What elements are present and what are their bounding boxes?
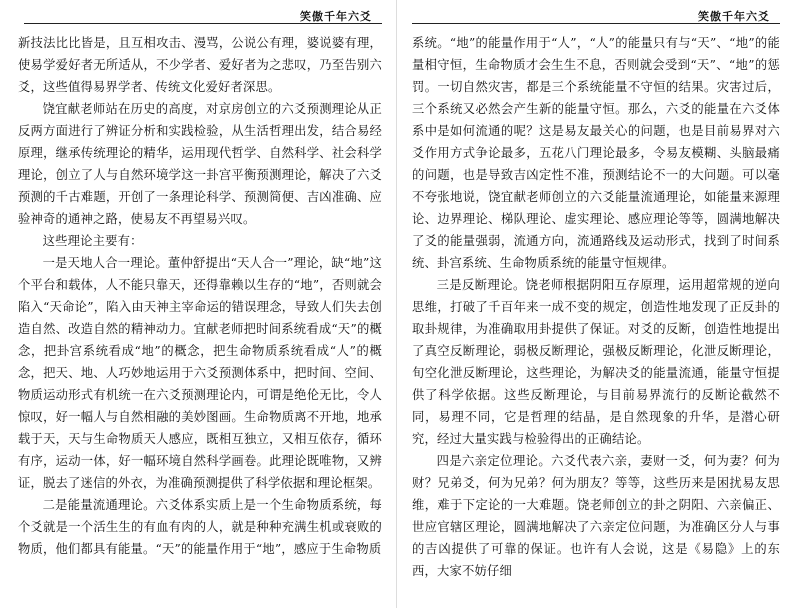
paragraph: 三是反断理论。饶老师根据阴阳互存原理，运用超常规的逆向思维，打破了千百年来一成不变的规定，创造性地发现了正反卦的取卦规律，为准确取用卦提供了保证。对爻的反断，创造性地提出了真空反断理论，弱极反断理论，强极反断理论，化泄反断理论，旬空化泄反断理论，这些理论，为解决爻的能量流通，能量守恒提供了科学依据。这些反断理论，与目前易界流行的反断论截然不同，易理不同，它是哲理的结晶，是自然现象的升华，是潜心研究，经过大量实践与检验得出的正确结论。 <box>412 278 780 446</box>
paragraph: 一是天地人合一理论。董仲舒提出“天人合一”理论，缺“地”这个平台和载体，人不能只靠天，还得靠赖以生存的“地”，否则就会陷入“天命论”，陷入由天神主宰命运的错误理念，导致人们失去创造自然、改造自然的精神动力。宜献老师把时间系统看成“天”的概念，把卦宫系统看成“地”的概念，把生命物质系统看成“人”的概念，把天、地、人巧妙地运用于六爻预测体系中，把时间、空间、物质运动形式有机统一在六爻预测理论内，可谓是绝伦无比，令人惊叹，好一幅人与自然相融的美妙图画。生命物质离不开地，地承载于天，天与生命物质天人感应，既相互独立，又相互依存，循环有序，运动一体，好一幅环境自然科学画卷。此理论既唯物，又辨证，脱去了迷信的外衣，为准确预测提供了科学依据和理论框架。 <box>18 256 382 490</box>
page-header <box>18 0 382 26</box>
right-page <box>396 0 792 608</box>
left-page <box>0 0 396 608</box>
paragraph: 四是六亲定位理论。六爻代表六亲，妻财一爻，何为妻？何为财？兄弟爻，何为兄弟？何为朋友？等等，这些历来是困扰易友思维，难于下定论的一大难题。饶老师创立的卦之阴阳、六亲偏正、世应官辖区理论，圆满地解决了六亲定位问题，为准确区分人与事的吉凶提供了可靠的保证。也许有人会说，这是《易隐》上的东西，大家不妨仔细 <box>412 454 780 578</box>
page-body <box>412 26 780 582</box>
running-title: 笑傲千年六爻 <box>698 10 770 23</box>
paragraph: 新技法比比皆是，且互相攻击、漫骂，公说公有理，婆说婆有理，使易学爱好者无所适从，不少学者、爱好者为之悲叹，乃至告别六爻，这些值得易界学者、传统文化爱好者深思。 <box>18 36 382 94</box>
paragraph: 系统。“地”的能量作用于“人”，“人”的能量只有与“天”、“地”的能量相守恒，生命物质才会生生不息，否则就会受到“天”、“地”的惩罚。一切自然灾害，都是三个系统能量不守恒的结果。灾害过后，三个系统又必然会产生新的能量守恒。那么，六爻的能量在六爻体系中是如何流通的呢？这是易友最关心的问题，也是目前易界对六爻作用方式争论最多，五花八门理论最多，令易友模糊、头脑最痛的问题，也是导致吉凶定性不准，预测结论不一的大问题。可以毫不夸张地说，饶宜献老师创立的六爻能量流通理论，如能量来源理论、边界理论、梯队理论、虚实理论、感应理论等等，圆满地解决了爻的能量强弱，流通方向，流通路线及运动形式，找到了时间系统、卦宫系统、生命物质系统的能量守恒规律。 <box>412 36 780 270</box>
page-header <box>412 0 780 26</box>
paragraph: 饶宜献老师站在历史的高度，对京房创立的六爻预测理论从正反两方面进行了辨证分析和实践检验，从生活哲理出发，结合易经原理，继承传统理论的精华，运用现代哲学、自然科学、社会科学理论，创立了人与自然环境学这一卦宫平衡预测理论，解决了六爻预测的千古难题，开创了一条理论科学、预测简便、吉凶准确、应验神奇的通神之路，使易友不再望易兴叹。 <box>18 102 382 226</box>
running-title: 笑傲千年六爻 <box>300 10 372 23</box>
paragraph: 二是能量流通理论。六爻体系实质上是一个生命物质系统，每个爻就是一个活生生的有血有肉的人，就是种种充满生机或衰败的物质，他们都具有能量。“天”的能量作用于“地”，感应于生命物质 <box>18 498 382 556</box>
paragraph: 这些理论主要有： <box>42 234 143 248</box>
header-rule <box>24 23 382 24</box>
header-rule <box>412 23 780 24</box>
page-body <box>18 26 382 560</box>
